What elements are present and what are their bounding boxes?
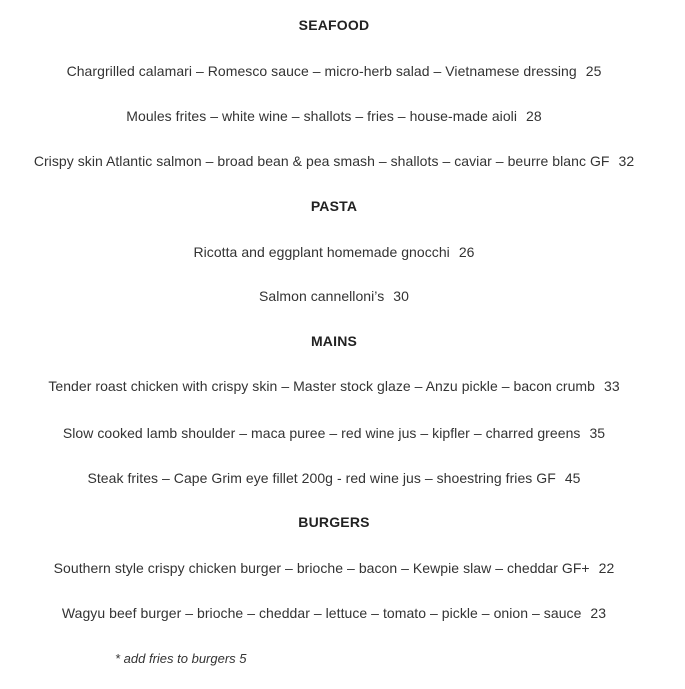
- menu-item: [0, 604, 668, 622]
- menu-item-price: 28: [526, 108, 542, 124]
- menu-item-price: 23: [590, 605, 607, 621]
- menu-item-price: 22: [598, 560, 615, 576]
- menu-item-description: Crispy skin Atlantic salmon – broad bean & pea smash – shallots – caviar – beurre blanc GF: [33, 153, 610, 169]
- section-heading-burgers: BURGERS: [298, 514, 370, 530]
- menu-item: [0, 152, 668, 170]
- menu-item-description: Ricotta and eggplant homemade gnocchi: [193, 244, 450, 260]
- menu-item-description: Wagyu beef burger – brioche – cheddar – lettuce – tomato – pickle – onion – sauce: [61, 605, 582, 621]
- menu-item-description: Southern style crispy chicken burger – brioche – bacon – Kewpie slaw – cheddar GF+: [53, 560, 590, 576]
- menu-item: [0, 377, 668, 395]
- menu-item-description: Chargrilled calamari – Romesco sauce – micro-herb salad – Vietnamese dressing: [66, 63, 577, 79]
- menu-item-price: 26: [458, 244, 475, 260]
- menu-item-price: 32: [618, 153, 635, 169]
- menu-item: [0, 287, 668, 305]
- menu-item: [0, 107, 668, 125]
- section-heading-seafood: SEAFOOD: [298, 17, 370, 33]
- menu-item: [0, 424, 668, 442]
- menu-item-description: Slow cooked lamb shoulder – maca puree – red wine jus – kipfler – charred greens: [62, 425, 581, 441]
- menu-item-price: 25: [585, 63, 602, 79]
- menu-item: [0, 243, 668, 261]
- menu-item-description: Steak frites – Cape Grim eye fillet 200g - red wine jus – shoestring fries GF: [87, 470, 556, 486]
- menu-item-description: Moules frites – white wine – shallots – fries – house-made aioli: [126, 108, 518, 124]
- menu-item-description: Tender roast chicken with crispy skin – Master stock glaze – Anzu pickle – bacon crumb: [48, 378, 595, 394]
- menu-item: [0, 559, 668, 577]
- menu-item: [0, 62, 668, 80]
- menu-item-price: 45: [564, 470, 581, 486]
- section-heading-mains: MAINS: [310, 333, 358, 349]
- menu-item: [0, 469, 668, 487]
- menu-item-price: 33: [603, 378, 620, 394]
- menu-item-description: Salmon cannelloni’s: [259, 288, 385, 304]
- burger-fries-note: * add fries to burgers 5: [115, 651, 247, 666]
- menu-item-price: 35: [589, 425, 606, 441]
- section-heading-pasta: PASTA: [310, 198, 358, 214]
- menu-item-price: 30: [393, 288, 409, 304]
